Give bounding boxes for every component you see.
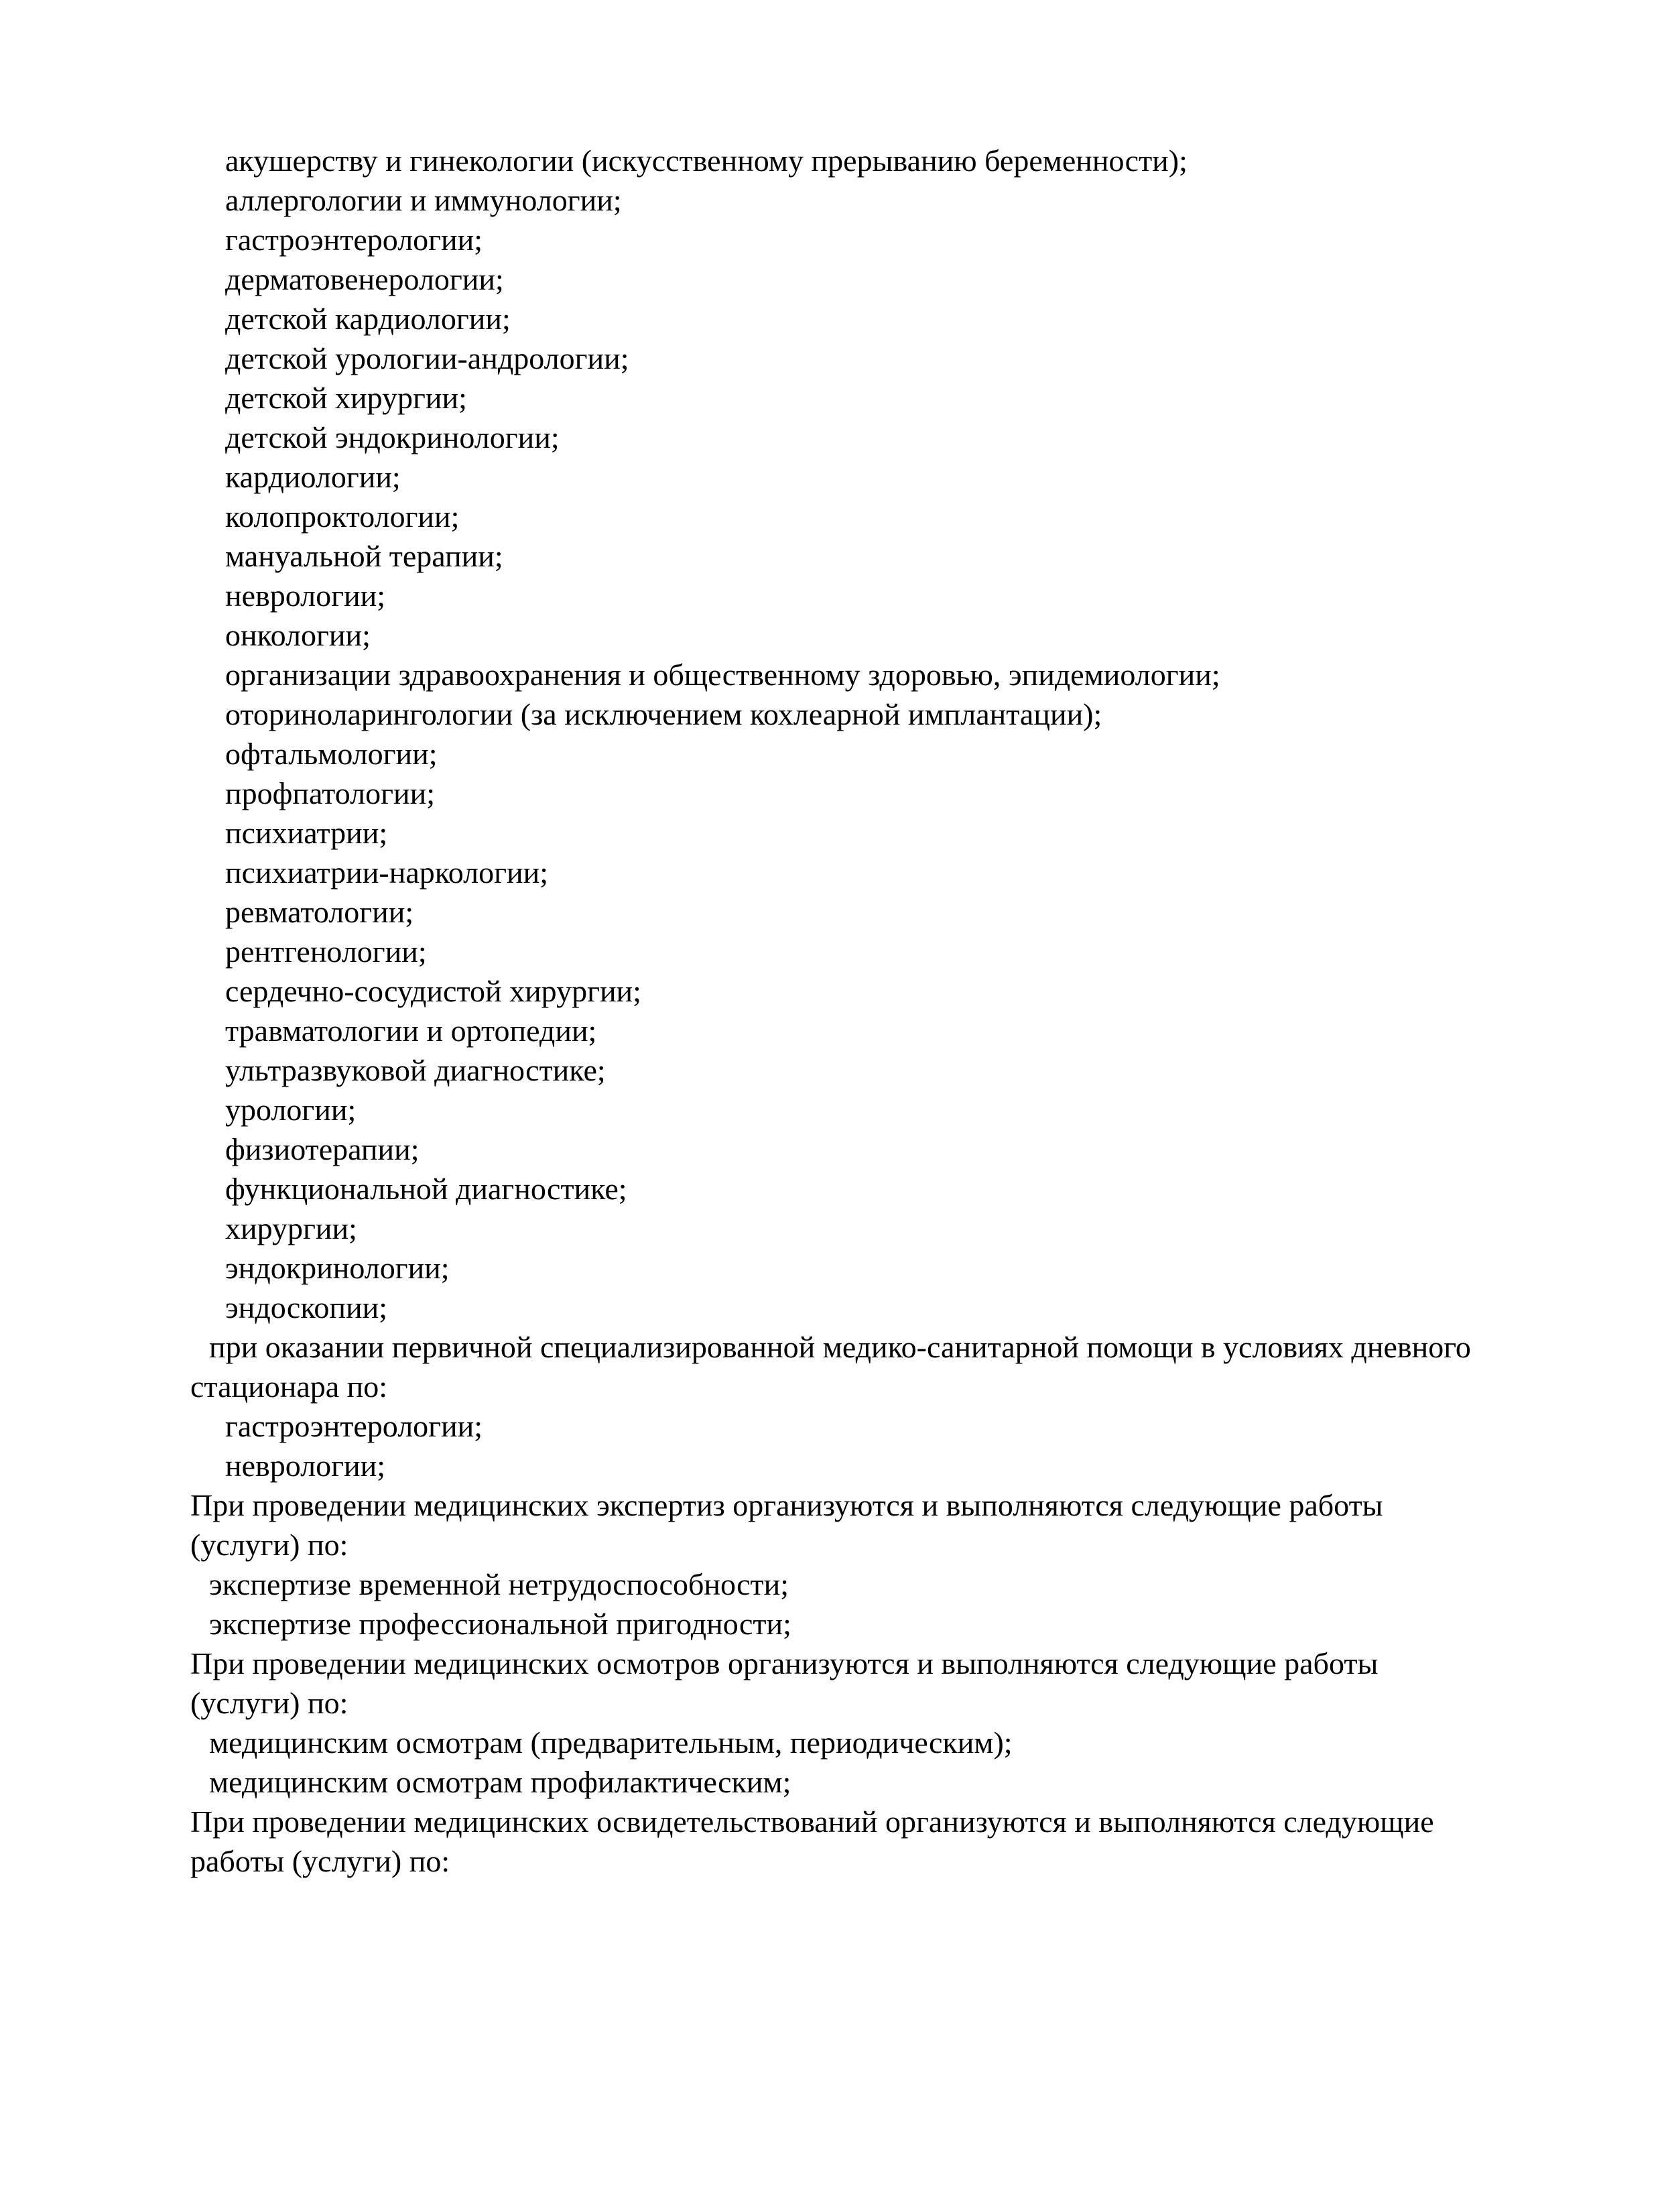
list-item: акушерству и гинекологии (искусственному прерыванию беременности); [225, 143, 1188, 178]
section-heading: при оказании первичной специализированной медико-санитарной помощи в условиях дневного [209, 1330, 1471, 1364]
section-heading-continued: (услуги) по: [190, 1686, 348, 1720]
section-heading: При проведении медицинских осмотров организуются и выполняются следующие работы [190, 1646, 1379, 1680]
list-item: экспертизе временной нетрудоспособности; [209, 1567, 789, 1601]
list-item: ультразвуковой диагностике; [225, 1053, 606, 1087]
list-item: детской эндокринологии; [225, 420, 560, 454]
list-item: неврологии; [225, 1449, 385, 1483]
list-item: колопроктологии; [225, 499, 460, 534]
list-item: офтальмологии; [225, 737, 438, 771]
section-heading: При проведении медицинских экспертиз организуются и выполняются следующие работы [190, 1488, 1383, 1522]
list-item: детской хирургии; [225, 381, 467, 415]
list-item: детской урологии-андрологии; [225, 341, 629, 375]
list-item: оториноларингологии (за исключением кохлеарной имплантации); [225, 697, 1102, 731]
list-item: травматологии и ортопедии; [225, 1013, 597, 1048]
section-heading: При проведении медицинских освидетельствований организуются и выполняются следующие [190, 1804, 1434, 1839]
list-item: гастроэнтерологии; [225, 1409, 483, 1443]
list-item: детской кардиологии; [225, 302, 511, 336]
list-item: психиатрии-наркологии; [225, 855, 548, 889]
list-item: организации здравоохранения и общественному здоровью, эпидемиологии; [225, 658, 1220, 692]
list-item: хирургии; [225, 1211, 357, 1245]
list-item: урологии; [225, 1093, 357, 1127]
list-item: гастроэнтерологии; [225, 223, 483, 257]
section-heading-continued: работы (услуги) по: [190, 1844, 450, 1878]
list-item: эндоскопии; [225, 1290, 387, 1325]
list-item: экспертизе профессиональной пригодности; [209, 1607, 791, 1641]
expertise-section [190, 1485, 1571, 1644]
section-heading-continued: (услуги) по: [190, 1528, 348, 1562]
list-item: ревматологии; [225, 895, 414, 929]
list-item: онкологии; [225, 618, 371, 652]
list-item: функциональной диагностике; [225, 1172, 627, 1206]
list-item: аллергологии и иммунологии; [225, 183, 622, 217]
list-item: медицинским осмотрам (предварительным, периодическим); [209, 1725, 1013, 1760]
list-item: мануальной терапии; [225, 539, 503, 573]
section-heading-continued: стационара по: [190, 1369, 388, 1404]
list-item: кардиологии; [225, 460, 401, 494]
list-item: сердечно-сосудистой хирургии; [225, 974, 641, 1008]
specialty-list [190, 141, 1571, 1327]
list-item: профпатологии; [225, 776, 435, 810]
certifications-section [190, 1802, 1571, 1881]
list-item: дерматовенерологии; [225, 262, 504, 296]
list-item: медицинским осмотрам профилактическим; [209, 1765, 791, 1799]
day-hospital-section [190, 1327, 1571, 1485]
document-page [190, 141, 1571, 1881]
list-item: неврологии; [225, 578, 385, 613]
list-item: рентгенологии; [225, 934, 427, 969]
list-item: эндокринологии; [225, 1251, 450, 1285]
list-item: психиатрии; [225, 816, 388, 850]
list-item: физиотерапии; [225, 1132, 420, 1166]
examinations-section [190, 1644, 1571, 1802]
